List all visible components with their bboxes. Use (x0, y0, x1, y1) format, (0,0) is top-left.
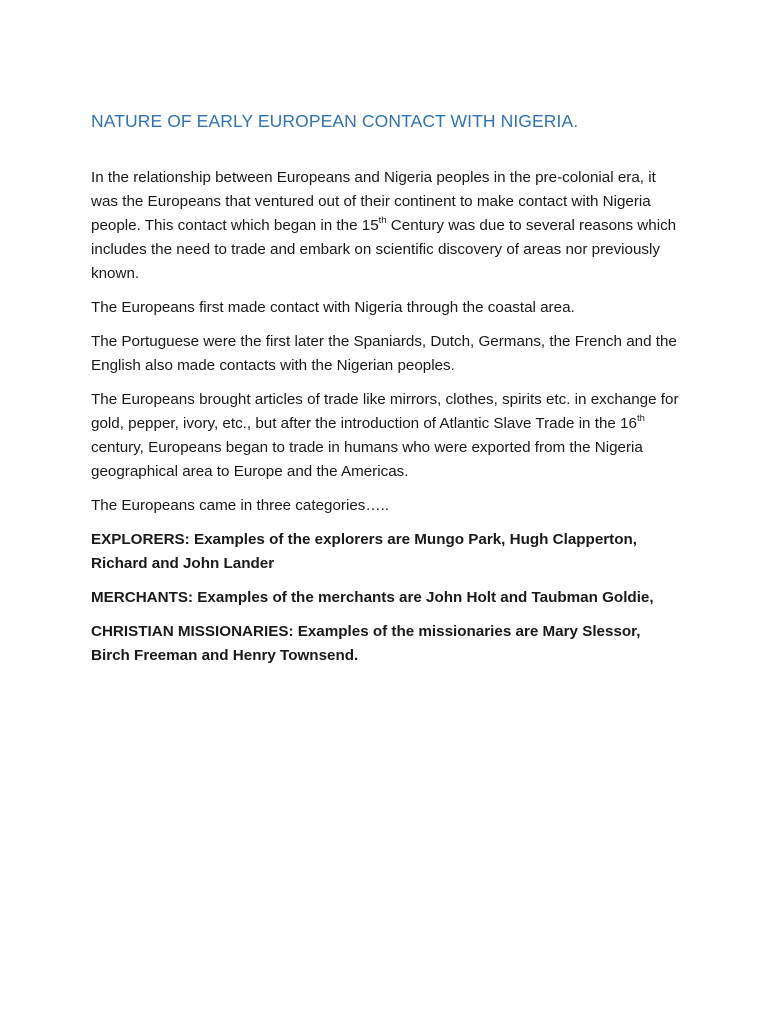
paragraph-explorers: EXPLORERS: Examples of the explorers are Mungo Park, Hugh Clapperton, Richard and John Lander (91, 531, 638, 572)
paragraph-categories: The Europeans came in three categories….. (91, 497, 390, 514)
paragraph-coastal: The Europeans first made contact with Nigeria through the coastal area. (91, 299, 575, 316)
paragraph-intro-text-b: Century was due to several reasons which includes the need to trade and embark on scientific discovery of areas nor previously known. (91, 217, 677, 282)
paragraph-trade-text-b: century, Europeans began to trade in humans who were exported from the Nigeria geographical area to Europe and the Americas. (91, 439, 643, 480)
document-title: NATURE OF EARLY EUROPEAN CONTACT WITH NIGERIA. (91, 111, 579, 131)
paragraph-trade (91, 388, 681, 484)
paragraph-intro (91, 166, 681, 286)
paragraph-missionaries: CHRISTIAN MISSIONARIES: Examples of the missionaries are Mary Slessor, Birch Freeman and Henry Townsend. (91, 623, 641, 664)
document-body (91, 108, 681, 678)
ordinal-superscript: th (378, 214, 387, 226)
paragraph-nations: The Portuguese were the first later the Spaniards, Dutch, Germans, the French and the English also made contacts with the Nigerian peoples. (91, 333, 677, 374)
ordinal-superscript: th (636, 412, 645, 424)
paragraph-trade-text-a: The Europeans brought articles of trade like mirrors, clothes, spirits etc. in exchange for gold, pepper, ivory, etc., but after the introduction of Atlantic Slave Trade in the 16 (91, 391, 679, 432)
paragraph-merchants: MERCHANTS: Examples of the merchants are John Holt and Taubman Goldie, (91, 589, 654, 606)
paragraph-intro-text-a: In the relationship between Europeans and Nigeria peoples in the pre-colonial era, it was the Europeans that ventured out of their continent to make contact with Nigeria people. This contact which began in the 15 (91, 169, 656, 234)
